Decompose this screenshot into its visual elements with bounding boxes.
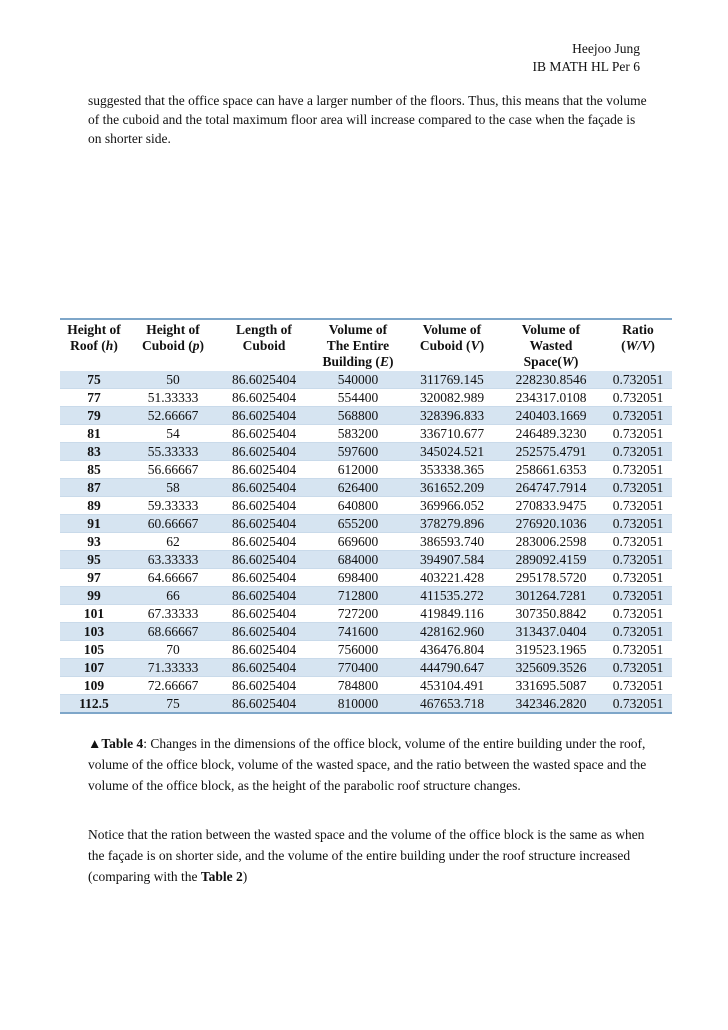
table-row bbox=[60, 515, 672, 533]
cell-ratio: 0.732051 bbox=[612, 498, 664, 513]
cell-cuboid-length: 86.6025404 bbox=[231, 534, 297, 549]
cell-building-volume: 568800 bbox=[310, 407, 406, 425]
cell-cuboid-height: 54 bbox=[166, 426, 180, 441]
cell-cuboid-volume: 411535.272 bbox=[406, 587, 498, 605]
caption-label: ▲Table 4 bbox=[88, 736, 144, 751]
cell-wasted-volume: 264747.7914 bbox=[498, 479, 604, 497]
cell-ratio: 0.732051 bbox=[612, 606, 664, 621]
cell-cuboid-height: 59.33333 bbox=[147, 498, 199, 513]
caption-text: : Changes in the dimensions of the office block, volume of the entire building under the roof, volume of the office block, volume of the wasted space, and the ratio between the wasted space and the volume of the office block, as the height of the parabolic roof structure changes. bbox=[88, 736, 647, 793]
cell-roof-height: 95 bbox=[60, 551, 128, 569]
cell-wasted-volume: 228230.8546 bbox=[498, 371, 604, 389]
table-row bbox=[60, 569, 672, 587]
cell-wasted-volume: 331695.5087 bbox=[515, 678, 587, 693]
cell-cuboid-length: 86.6025404 bbox=[231, 498, 297, 513]
col-header-cuboid-length: Length of Cuboid bbox=[236, 322, 292, 353]
cell-cuboid-length: 86.6025404 bbox=[231, 570, 297, 585]
cell-cuboid-volume: 453104.491 bbox=[419, 678, 485, 693]
cell-roof-height: 112.5 bbox=[60, 695, 128, 714]
cell-cuboid-volume: 328396.833 bbox=[406, 407, 498, 425]
cell-cuboid-length: 86.6025404 bbox=[231, 642, 297, 657]
cell-ratio: 0.732051 bbox=[604, 587, 672, 605]
cell-cuboid-height: 55.33333 bbox=[128, 443, 218, 461]
table-row bbox=[60, 677, 672, 695]
cell-wasted-volume: 289092.4159 bbox=[498, 551, 604, 569]
cell-roof-height: 91 bbox=[60, 515, 128, 533]
cell-wasted-volume: 258661.6353 bbox=[515, 462, 587, 477]
cell-cuboid-volume: 386593.740 bbox=[419, 534, 485, 549]
cell-wasted-volume: 342346.2820 bbox=[498, 695, 604, 714]
cell-cuboid-length: 86.6025404 bbox=[231, 390, 297, 405]
cell-ratio: 0.732051 bbox=[612, 642, 664, 657]
cell-cuboid-height: 64.66667 bbox=[147, 570, 199, 585]
cell-ratio: 0.732051 bbox=[612, 570, 664, 585]
cell-cuboid-volume: 436476.804 bbox=[419, 642, 485, 657]
cell-cuboid-volume: 394907.584 bbox=[406, 551, 498, 569]
cell-cuboid-volume: 428162.960 bbox=[406, 623, 498, 641]
cell-roof-height: 107 bbox=[60, 659, 128, 677]
cell-cuboid-height: 52.66667 bbox=[128, 407, 218, 425]
cell-ratio: 0.732051 bbox=[604, 407, 672, 425]
cell-cuboid-height: 56.66667 bbox=[147, 462, 199, 477]
cell-building-volume: 583200 bbox=[337, 426, 379, 441]
cell-building-volume: 770400 bbox=[310, 659, 406, 677]
cell-wasted-volume: 313437.0404 bbox=[498, 623, 604, 641]
cell-ratio: 0.732051 bbox=[612, 678, 664, 693]
data-table bbox=[60, 318, 672, 714]
cell-ratio: 0.732051 bbox=[604, 695, 672, 714]
cell-roof-height: 93 bbox=[87, 534, 101, 549]
cell-cuboid-length: 86.6025404 bbox=[218, 515, 310, 533]
col-header-building-volume: Volume of The Entire Building (E) bbox=[322, 322, 394, 369]
cell-cuboid-height: 70 bbox=[166, 642, 180, 657]
cell-roof-height: 79 bbox=[60, 407, 128, 425]
cell-cuboid-volume: 467653.718 bbox=[406, 695, 498, 714]
cell-roof-height: 109 bbox=[83, 678, 105, 693]
cell-wasted-volume: 295178.5720 bbox=[515, 570, 587, 585]
cell-cuboid-length: 86.6025404 bbox=[218, 443, 310, 461]
cell-building-volume: 756000 bbox=[337, 642, 379, 657]
table-header-row bbox=[60, 319, 672, 371]
cell-roof-height: 87 bbox=[60, 479, 128, 497]
cell-ratio: 0.732051 bbox=[604, 623, 672, 641]
cell-roof-height: 83 bbox=[60, 443, 128, 461]
table-row bbox=[60, 659, 672, 677]
cell-ratio: 0.732051 bbox=[604, 479, 672, 497]
cell-building-volume: 640800 bbox=[337, 498, 379, 513]
author-name: Heejoo Jung bbox=[572, 41, 640, 56]
cell-cuboid-length: 86.6025404 bbox=[231, 606, 297, 621]
cell-cuboid-height: 60.66667 bbox=[128, 515, 218, 533]
cell-wasted-volume: 276920.1036 bbox=[498, 515, 604, 533]
cell-cuboid-height: 62 bbox=[166, 534, 180, 549]
cell-cuboid-length: 86.6025404 bbox=[218, 695, 310, 714]
cell-cuboid-length: 86.6025404 bbox=[218, 587, 310, 605]
cell-wasted-volume: 283006.2598 bbox=[515, 534, 587, 549]
table-row bbox=[60, 605, 672, 623]
cell-wasted-volume: 301264.7281 bbox=[498, 587, 604, 605]
cell-building-volume: 784800 bbox=[337, 678, 379, 693]
cell-cuboid-volume: 378279.896 bbox=[406, 515, 498, 533]
cell-roof-height: 99 bbox=[60, 587, 128, 605]
table-row bbox=[60, 623, 672, 641]
cell-cuboid-height: 51.33333 bbox=[147, 390, 199, 405]
cell-wasted-volume: 319523.1965 bbox=[515, 642, 587, 657]
cell-cuboid-height: 67.33333 bbox=[147, 606, 199, 621]
col-header-cuboid-height: Height of Cuboid (p) bbox=[142, 322, 204, 353]
cell-building-volume: 698400 bbox=[337, 570, 379, 585]
cell-ratio: 0.732051 bbox=[612, 426, 664, 441]
col-header-ratio: Ratio (W/V) bbox=[621, 322, 655, 353]
cell-building-volume: 554400 bbox=[337, 390, 379, 405]
cell-roof-height: 97 bbox=[87, 570, 101, 585]
closing-paragraph: Notice that the ration between the wasted space and the volume of the office block is the same as when the façade is on shorter side, and the volume of the entire building under the roof structure increased (comparing with the Table 2) bbox=[88, 827, 645, 884]
table-caption bbox=[88, 733, 648, 796]
cell-cuboid-volume: 369966.052 bbox=[419, 498, 485, 513]
table-row bbox=[60, 641, 672, 659]
cell-cuboid-length: 86.6025404 bbox=[218, 371, 310, 389]
course-label: IB MATH HL Per 6 bbox=[532, 59, 640, 74]
table-row bbox=[60, 695, 672, 714]
col-header-wasted-volume: Volume of Wasted Space(W) bbox=[521, 322, 581, 369]
cell-roof-height: 81 bbox=[87, 426, 101, 441]
cell-roof-height: 85 bbox=[87, 462, 101, 477]
cell-cuboid-volume: 345024.521 bbox=[406, 443, 498, 461]
cell-roof-height: 105 bbox=[83, 642, 105, 657]
cell-wasted-volume: 325609.3526 bbox=[498, 659, 604, 677]
cell-cuboid-height: 58 bbox=[128, 479, 218, 497]
cell-wasted-volume: 307350.8842 bbox=[515, 606, 587, 621]
table-row bbox=[60, 425, 672, 443]
cell-building-volume: 669600 bbox=[337, 534, 379, 549]
cell-cuboid-height: 63.33333 bbox=[128, 551, 218, 569]
table-row bbox=[60, 479, 672, 497]
cell-cuboid-height: 72.66667 bbox=[147, 678, 199, 693]
cell-cuboid-height: 75 bbox=[128, 695, 218, 714]
cell-building-volume: 655200 bbox=[310, 515, 406, 533]
cell-building-volume: 540000 bbox=[310, 371, 406, 389]
cell-roof-height: 103 bbox=[60, 623, 128, 641]
cell-cuboid-length: 86.6025404 bbox=[218, 551, 310, 569]
cell-wasted-volume: 240403.1669 bbox=[498, 407, 604, 425]
cell-building-volume: 612000 bbox=[337, 462, 379, 477]
cell-cuboid-volume: 444790.647 bbox=[406, 659, 498, 677]
cell-cuboid-length: 86.6025404 bbox=[218, 659, 310, 677]
cell-wasted-volume: 252575.4791 bbox=[498, 443, 604, 461]
cell-cuboid-volume: 403221.428 bbox=[419, 570, 485, 585]
cell-cuboid-height: 68.66667 bbox=[128, 623, 218, 641]
table-row bbox=[60, 461, 672, 479]
cell-ratio: 0.732051 bbox=[604, 551, 672, 569]
cell-building-volume: 727200 bbox=[337, 606, 379, 621]
cell-roof-height: 77 bbox=[87, 390, 101, 405]
table-row bbox=[60, 389, 672, 407]
cell-cuboid-height: 66 bbox=[128, 587, 218, 605]
cell-building-volume: 712800 bbox=[310, 587, 406, 605]
table-row bbox=[60, 497, 672, 515]
cell-roof-height: 89 bbox=[87, 498, 101, 513]
cell-cuboid-volume: 353338.365 bbox=[419, 462, 485, 477]
cell-cuboid-length: 86.6025404 bbox=[218, 407, 310, 425]
table-row bbox=[60, 533, 672, 551]
cell-cuboid-length: 86.6025404 bbox=[231, 462, 297, 477]
table-reference: Table 2 bbox=[200, 869, 243, 884]
cell-wasted-volume: 234317.0108 bbox=[515, 390, 587, 405]
table-row bbox=[60, 587, 672, 605]
cell-ratio: 0.732051 bbox=[604, 371, 672, 389]
table-row bbox=[60, 551, 672, 569]
cell-ratio: 0.732051 bbox=[604, 443, 672, 461]
cell-cuboid-volume: 419849.116 bbox=[420, 606, 484, 621]
cell-cuboid-height: 71.33333 bbox=[128, 659, 218, 677]
cell-ratio: 0.732051 bbox=[612, 462, 664, 477]
cell-ratio: 0.732051 bbox=[604, 515, 672, 533]
cell-roof-height: 75 bbox=[60, 371, 128, 389]
cell-roof-height: 101 bbox=[83, 606, 105, 621]
cell-building-volume: 741600 bbox=[310, 623, 406, 641]
intro-paragraph: suggested that the office space can have a larger number of the floors. Thus, this means that the volume of the cuboid and the total maximum floor area will increase compared to the case when the façade is on shorter side. bbox=[88, 93, 647, 146]
table-row bbox=[60, 407, 672, 425]
cell-cuboid-length: 86.6025404 bbox=[231, 426, 297, 441]
cell-cuboid-height: 50 bbox=[128, 371, 218, 389]
cell-building-volume: 810000 bbox=[310, 695, 406, 714]
cell-ratio: 0.732051 bbox=[612, 390, 664, 405]
table-row bbox=[60, 443, 672, 461]
cell-wasted-volume: 246489.3230 bbox=[515, 426, 587, 441]
cell-building-volume: 626400 bbox=[310, 479, 406, 497]
cell-wasted-volume: 270833.9475 bbox=[515, 498, 587, 513]
table-row bbox=[60, 371, 672, 389]
cell-cuboid-volume: 311769.145 bbox=[406, 371, 498, 389]
cell-cuboid-volume: 320082.989 bbox=[419, 390, 485, 405]
cell-ratio: 0.732051 bbox=[612, 534, 664, 549]
cell-cuboid-volume: 336710.677 bbox=[419, 426, 485, 441]
page-header bbox=[533, 40, 641, 76]
cell-building-volume: 684000 bbox=[310, 551, 406, 569]
cell-cuboid-volume: 361652.209 bbox=[406, 479, 498, 497]
cell-cuboid-length: 86.6025404 bbox=[218, 479, 310, 497]
cell-ratio: 0.732051 bbox=[604, 659, 672, 677]
col-header-roof-height: Height of Roof (h) bbox=[67, 322, 121, 353]
cell-building-volume: 597600 bbox=[310, 443, 406, 461]
cell-cuboid-length: 86.6025404 bbox=[231, 678, 297, 693]
col-header-cuboid-volume: Volume of Cuboid (V) bbox=[419, 322, 485, 353]
cell-cuboid-length: 86.6025404 bbox=[218, 623, 310, 641]
